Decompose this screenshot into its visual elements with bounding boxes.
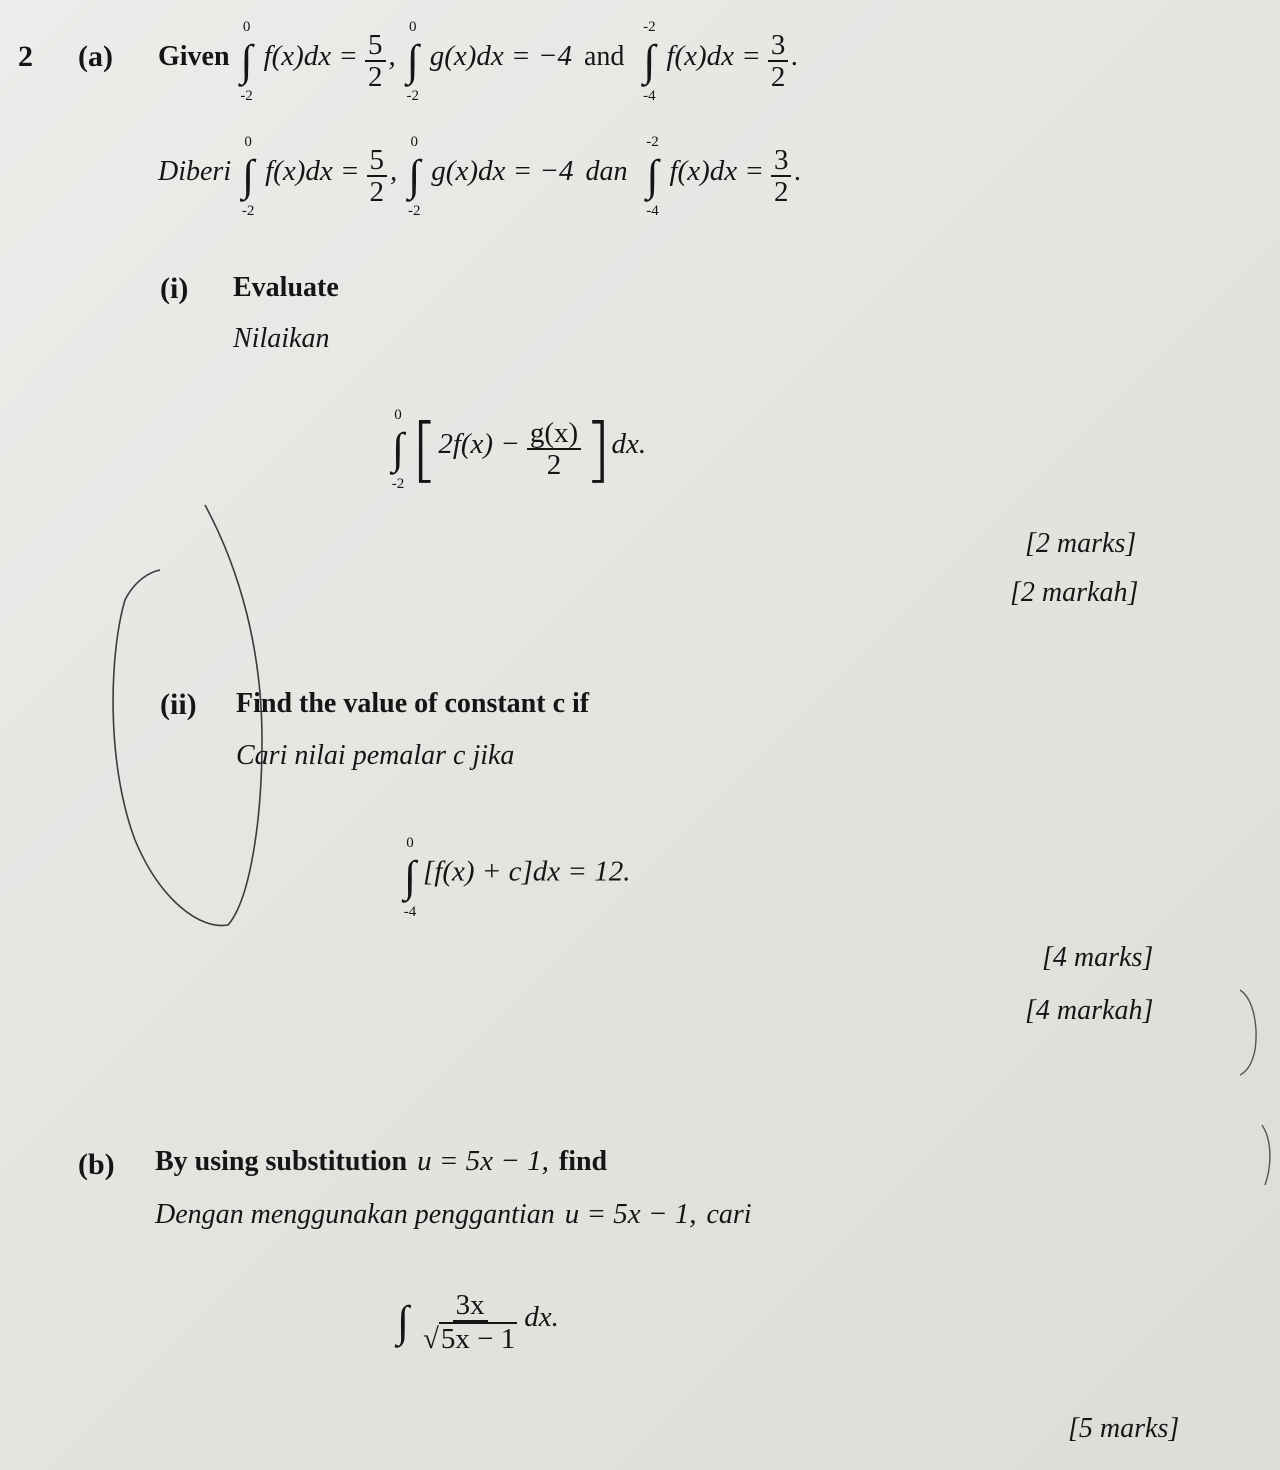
substitution-text: By using substitution bbox=[155, 1146, 408, 1177]
connector-and: and bbox=[583, 41, 625, 73]
fraction-gx-2: $\frac{g(x)}{2}$ bbox=[527, 418, 581, 481]
integral-expression-ii: 0 ∫ -4 [f(x) + c]dx = 12. bbox=[397, 855, 630, 899]
marks-i-ms: [2 markah] bbox=[1010, 577, 1139, 608]
integral-sign: 0 ∫ -2 bbox=[408, 134, 421, 220]
part-b-line-en bbox=[155, 1145, 607, 1178]
given-line-ms: Diberi 0 ∫ -2 f(x)dx = $\frac{5}{2}$ , 0 ∫ -2 g(x)dx = −4 dan -2 ∫ -4 f(x)dx = $\frac{3}{2}$ . bbox=[158, 134, 802, 220]
cari-nilai-text: Cari nilai pemalar c jika bbox=[236, 740, 515, 771]
integral-sign: 0 ∫ -2 bbox=[240, 19, 253, 105]
part-b-line-ms: Dengan menggunakan penggantian u = 5x − 1, cari bbox=[155, 1198, 752, 1230]
sub-ii-label: (ii) bbox=[160, 688, 197, 721]
integrand-3: f(x)dx = bbox=[666, 40, 761, 73]
marks-ii-ms: [4 markah] bbox=[1025, 995, 1154, 1026]
integral-expression-i: 0 ∫ -2 [2f(x) − $\frac{g(x)}{2}$ ]dx. bbox=[385, 418, 646, 481]
part-a-label: (a) bbox=[78, 40, 113, 73]
integral-sign: ∫ bbox=[396, 1297, 410, 1347]
integral-sign: -2 ∫ -4 bbox=[646, 134, 659, 220]
nilaikan-text: Nilaikan bbox=[233, 323, 330, 354]
diberi-word: Diberi bbox=[158, 156, 232, 188]
integral-expression-b: ∫ $\frac{3x}{√5x - 1}$ dx. bbox=[390, 1290, 559, 1355]
integral-sign: 0 ∫ -4 bbox=[403, 835, 417, 920]
penggantian-text: Dengan menggunakan penggantian bbox=[155, 1199, 555, 1230]
substitution-expr: u = 5x − 1, bbox=[417, 1145, 549, 1177]
cari-text: cari bbox=[706, 1199, 752, 1230]
marks-b-en: [5 marks] bbox=[1068, 1413, 1180, 1444]
connector-dan: dan bbox=[585, 156, 628, 188]
marks-i-en: [2 marks] bbox=[1025, 528, 1137, 559]
integrand-1: f(x)dx = bbox=[263, 40, 358, 73]
fraction-5-2: $\frac{5}{2}$ bbox=[365, 30, 386, 93]
integral-sign: 0 ∫ -2 bbox=[406, 19, 419, 105]
given-word: Given bbox=[158, 41, 230, 73]
integral-sign: -2 ∫ -4 bbox=[643, 19, 656, 105]
integrand-2: g(x)dx = −4 bbox=[429, 40, 572, 73]
pencil-mark-top bbox=[1240, 990, 1256, 1075]
given-line-en: Given 0 ∫ -2 f(x)dx = $\frac{5}{2}$ , 0 ∫ -2 g(x)dx = −4 and -2 ∫ -4 f(x)dx = $\frac{3}{2}$ . bbox=[158, 19, 799, 105]
pencil-mark-bottom bbox=[1262, 1125, 1270, 1185]
integral-sign: 0 ∫ -2 bbox=[241, 134, 255, 220]
evaluate-text: Evaluate bbox=[233, 272, 339, 303]
sub-i-label: (i) bbox=[160, 272, 189, 305]
part-b-label: (b) bbox=[78, 1148, 115, 1181]
fraction-3-2: $\frac{3}{2}$ bbox=[768, 30, 789, 93]
question-number: 2 bbox=[18, 40, 33, 73]
fraction-3x-sqrt: $\frac{3x}{√5x - 1}$ bbox=[423, 1289, 516, 1356]
integral-sign: 0 ∫ -2 bbox=[391, 407, 405, 493]
find-text: find bbox=[558, 1146, 608, 1177]
find-constant-text: Find the value of constant c if bbox=[236, 688, 590, 719]
marks-ii-en: [4 marks] bbox=[1042, 942, 1154, 973]
